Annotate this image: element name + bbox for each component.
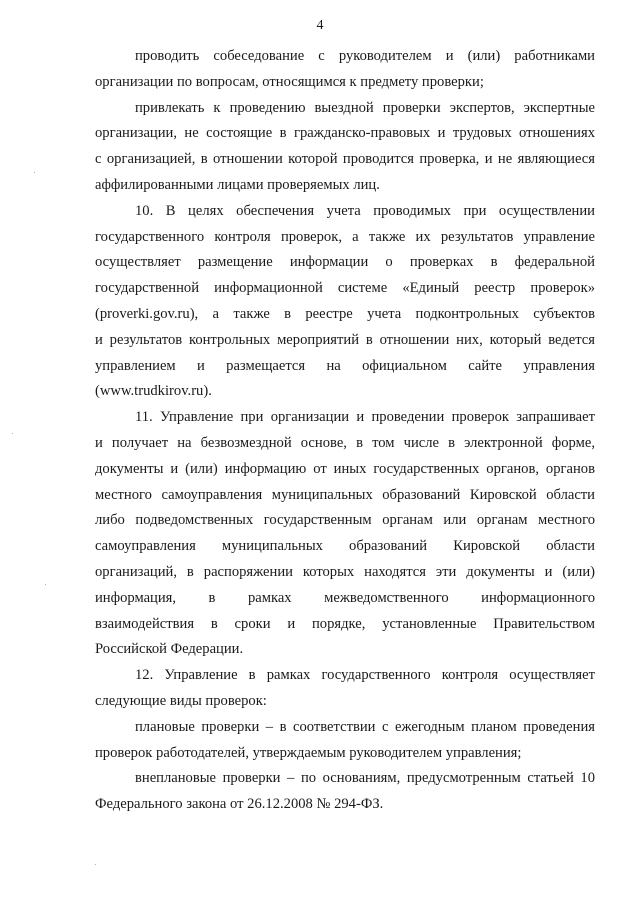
paragraph-line: осуществляет размещение информации о проверках в федеральной bbox=[95, 254, 595, 271]
paragraph-line: плановые проверки – в соответствии с ежегодным планом проведения bbox=[135, 718, 595, 735]
paragraph-line: 10. В целях обеспечения учета проводимых при осуществлении bbox=[135, 202, 595, 219]
paragraph bbox=[95, 663, 595, 715]
paragraph-list bbox=[95, 44, 595, 818]
paragraph-line: внеплановые проверки – по основаниям, предусмотренным статьей 10 bbox=[135, 770, 595, 787]
paragraph bbox=[95, 96, 595, 199]
paragraph-line: организации по вопросам, относящимся к предмету проверки; bbox=[95, 73, 484, 90]
scan-speck bbox=[95, 864, 96, 865]
paragraph-line: либо подведомственных государственным органам или органам местного bbox=[95, 512, 595, 529]
paragraph-line: (www.trudkirov.ru). bbox=[95, 383, 212, 400]
paragraph-line: и получает на безвозмездной основе, в том числе в электронной форме, bbox=[95, 434, 595, 451]
paragraph-line: государственной информационной системе «Единый реестр проверок» bbox=[95, 280, 595, 297]
paragraph-line: местного самоуправления муниципальных образований Кировской области bbox=[95, 486, 595, 503]
paragraph-line: документы и (или) информацию от иных государственных органов, органов bbox=[95, 460, 595, 477]
document-body bbox=[95, 44, 595, 818]
paragraph-line: взаимодействия в сроки и порядке, установленные Правительством bbox=[95, 615, 595, 632]
paragraph bbox=[95, 405, 595, 663]
paragraph-line: государственного контроля проверок, а также их результатов управление bbox=[95, 228, 595, 245]
paragraph-line: Российской Федерации. bbox=[95, 641, 244, 658]
scan-speck bbox=[45, 584, 46, 585]
paragraph bbox=[95, 715, 595, 767]
paragraph bbox=[95, 44, 595, 96]
paragraph-line: организации, не состоящие в гражданско-правовых и трудовых отношениях bbox=[95, 125, 595, 142]
paragraph-line: Федерального закона от 26.12.2008 № 294-ФЗ. bbox=[95, 796, 384, 813]
paragraph-line: и результатов контрольных мероприятий в отношении них, который ведется bbox=[95, 331, 595, 348]
paragraph-line: с организацией, в отношении которой проводится проверка, и не являющиеся bbox=[95, 151, 595, 168]
paragraph-line: управлением и размещается на официальном сайте управления bbox=[95, 357, 595, 374]
paragraph-line: 11. Управление при организации и проведении проверок запрашивает bbox=[135, 409, 595, 426]
paragraph bbox=[95, 766, 595, 818]
paragraph-line: аффилированными лицами проверяемых лиц. bbox=[95, 176, 380, 193]
paragraph-line: следующие виды проверок: bbox=[95, 692, 267, 709]
paragraph-line: информация, в рамках межведомственного информационного bbox=[95, 589, 595, 606]
paragraph-line: привлекать к проведению выездной проверки экспертов, экспертные bbox=[135, 99, 595, 116]
paragraph-line: (proverki.gov.ru), а также в реестре учета подконтрольных субъектов bbox=[95, 305, 595, 322]
page-number: 4 bbox=[316, 18, 324, 33]
paragraph-line: самоуправления муниципальных образований Кировской области bbox=[95, 538, 595, 555]
paragraph-line: организаций, в распоряжении которых находятся эти документы и (или) bbox=[95, 563, 595, 580]
paragraph-line: 12. Управление в рамках государственного контроля осуществляет bbox=[135, 667, 595, 684]
paragraph-line: проводить собеседование с руководителем и (или) работниками bbox=[135, 48, 595, 64]
paragraph-line: проверок работодателей, утверждаемым руководителем управления; bbox=[95, 744, 522, 761]
scan-speck bbox=[12, 433, 13, 434]
scan-speck bbox=[34, 172, 35, 173]
paragraph bbox=[95, 199, 595, 405]
